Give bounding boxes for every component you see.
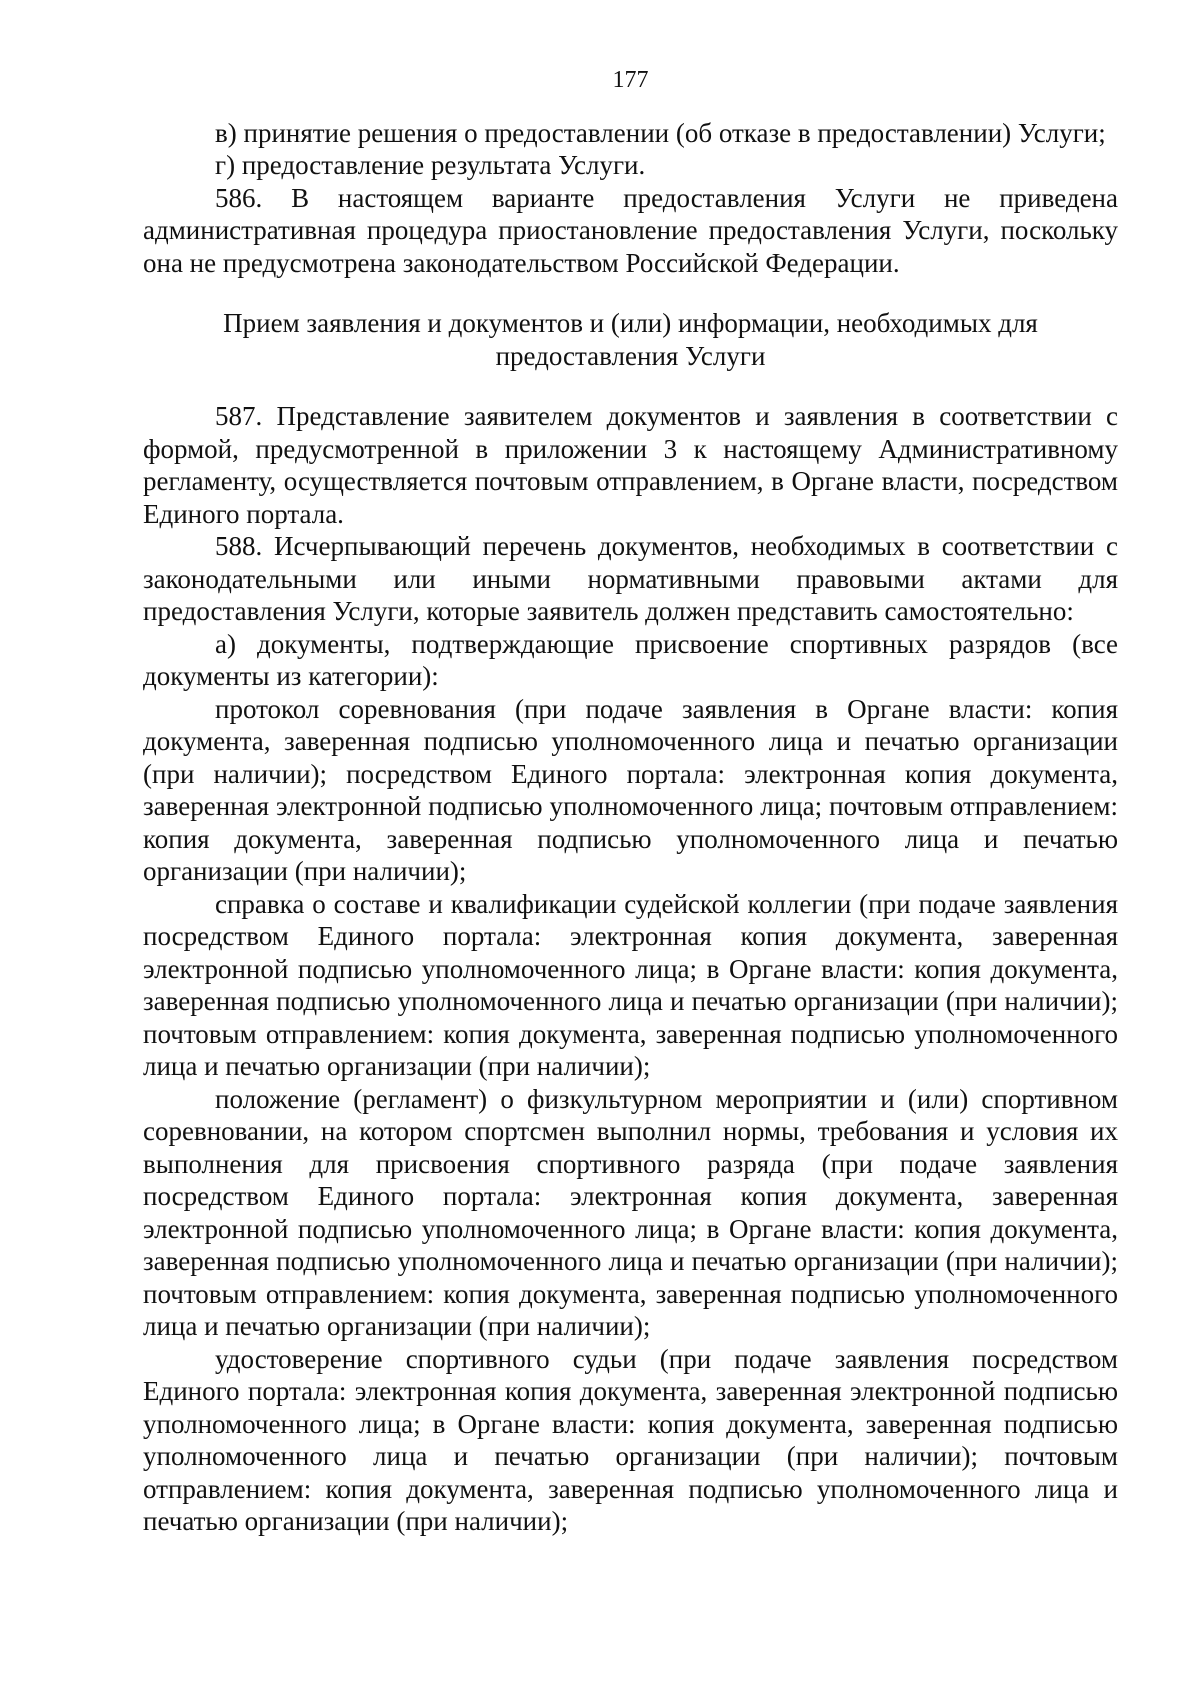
paragraph-referee-id: удостоверение спортивного судьи (при подаче заявления посредством Единого портала: электронная копия документа, заверенная электронной подписью уполномоченного лица; в Органе власти: копия документа, заверенная подписью уполномоченного лица и печатью организации (при наличии); почтовым отправлением: копия документа, заверенная подписью уполномоченного лица и печатью организации (при наличии);	[143, 1343, 1118, 1536]
paragraph-587: 587. Представление заявителем документов и заявления в соответствии с формой, предусмотренной в приложении 3 к настоящему Административному регламенту, осуществляется почтовым отправлением, в Органе власти, посредством Единого портала.	[143, 401, 1118, 529]
paragraph-item-v: в) принятие решения о предоставлении (об отказе в предоставлении) Услуги;	[215, 117, 1106, 148]
paragraph-referee-certificate-list: справка о составе и квалификации судейской коллегии (при подаче заявления посредством Единого портала: электронная копия документа, заверенная электронной подписью уполномоченного лица; в Органе власти: копия документа, заверенная подписью уполномоченного лица и печатью организации (при наличии); почтовым отправлением: копия документа, заверенная подписью уполномоченного лица и печатью организации (при наличии);	[143, 888, 1118, 1081]
paragraph-586: 586. В настоящем варианте предоставления Услуги не приведена административная процедура приостановление предоставления Услуги, поскольку она не предусмотрена законодательством Российской Федерации.	[143, 182, 1118, 278]
document-page	[143, 64, 1118, 1538]
paragraph-item-g: г) предоставление результата Услуги.	[215, 150, 646, 180]
paragraph-item-a: а) документы, подтверждающие присвоение спортивных разрядов (все документы из категории):	[143, 628, 1118, 691]
section-heading: Прием заявления и документов и (или) информации, необходимых для предоставления Услуги	[223, 308, 1038, 371]
paragraph-protocol: протокол соревнования (при подаче заявления в Органе власти: копия документа, заверенная подписью уполномоченного лица и печатью организации (при наличии); посредством Единого портала: электронная копия документа, заверенная электронной подписью уполномоченного лица; почтовым отправлением: копия документа, заверенная подписью уполномоченного лица и печатью организации (при наличии);	[143, 693, 1118, 886]
page-number: 177	[612, 67, 649, 93]
paragraph-588: 588. Исчерпывающий перечень документов, необходимых в соответствии с законодательными или иными нормативными правовыми актами для предоставления Услуги, которые заявитель должен представить самостоятельно:	[143, 531, 1118, 626]
paragraph-regulation: положение (регламент) о физкультурном мероприятии и (или) спортивном соревновании, на котором спортсмен выполнил нормы, требования и условия их выполнения для присвоения спортивного разряда (при подаче заявления посредством Единого портала: электронная копия документа, заверенная электронной подписью уполномоченного лица; в Органе власти: копия документа, заверенная подписью уполномоченного лица и печатью организации (при наличии); почтовым отправлением: копия документа, заверенная подписью уполномоченного лица и печатью организации (при наличии);	[143, 1083, 1118, 1341]
